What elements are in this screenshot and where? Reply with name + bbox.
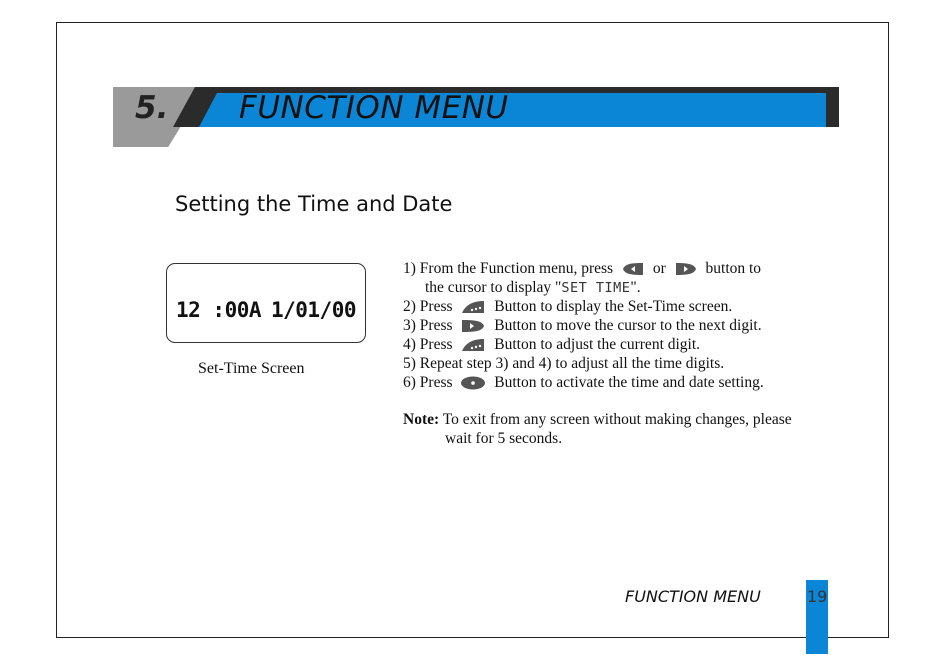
- step-2-text-end: Button to display the Set-Time screen.: [494, 298, 733, 315]
- step-1-line-b: [403, 278, 764, 297]
- note: [403, 410, 792, 448]
- step-6-text: 6) Press: [403, 374, 453, 391]
- page-subtitle: Setting the Time and Date: [175, 192, 453, 216]
- section-title: FUNCTION MENU: [239, 90, 509, 126]
- step-1-text: 1) From the Function menu, press: [403, 260, 614, 277]
- instruction-steps: [403, 259, 764, 392]
- step-3-text-end: Button to move the cursor to the next digit.: [494, 317, 762, 334]
- note-label: Note:: [403, 411, 440, 428]
- step-2: [403, 297, 764, 316]
- footer-section-label: FUNCTION MENU: [625, 587, 761, 606]
- step-1b-text: the cursor to display ": [425, 279, 562, 296]
- step-6-text-end: Button to activate the time and date setting.: [494, 374, 764, 391]
- note-line-1: [403, 410, 792, 429]
- note-text-1: To exit from any screen without making changes, please: [442, 411, 792, 428]
- step-5: 5) Repeat step 3) and 4) to adjust all the time digits.: [403, 355, 725, 372]
- step-1-or: or: [652, 260, 666, 277]
- lcd-caption: Set-Time Screen: [198, 360, 305, 377]
- step-4-text: 4) Press: [403, 336, 453, 353]
- page-number: 19: [807, 587, 828, 606]
- step-1b-end: ".: [630, 279, 641, 296]
- step-4: [403, 335, 764, 354]
- step-1-text-end: button to: [705, 260, 762, 277]
- step-3-text: 3) Press: [403, 317, 453, 334]
- right-button-icon: [674, 262, 698, 281]
- step-6: [403, 373, 764, 392]
- set-time-lcd: [166, 263, 366, 343]
- section-number: 5.: [135, 90, 169, 126]
- center-button-icon: [460, 376, 486, 395]
- section-banner: [113, 87, 839, 147]
- step-1-line-a: [403, 259, 764, 278]
- step-2-text: 2) Press: [403, 298, 453, 315]
- note-line-2: wait for 5 seconds.: [445, 430, 563, 447]
- step-4-text-end: Button to adjust the current digit.: [494, 336, 701, 353]
- step-3: [403, 316, 764, 335]
- lcd-date: 1/01/00: [270, 298, 356, 322]
- lcd-time: 12 :00A: [176, 298, 262, 322]
- lcd-text-set-time: SET TIME: [561, 280, 631, 296]
